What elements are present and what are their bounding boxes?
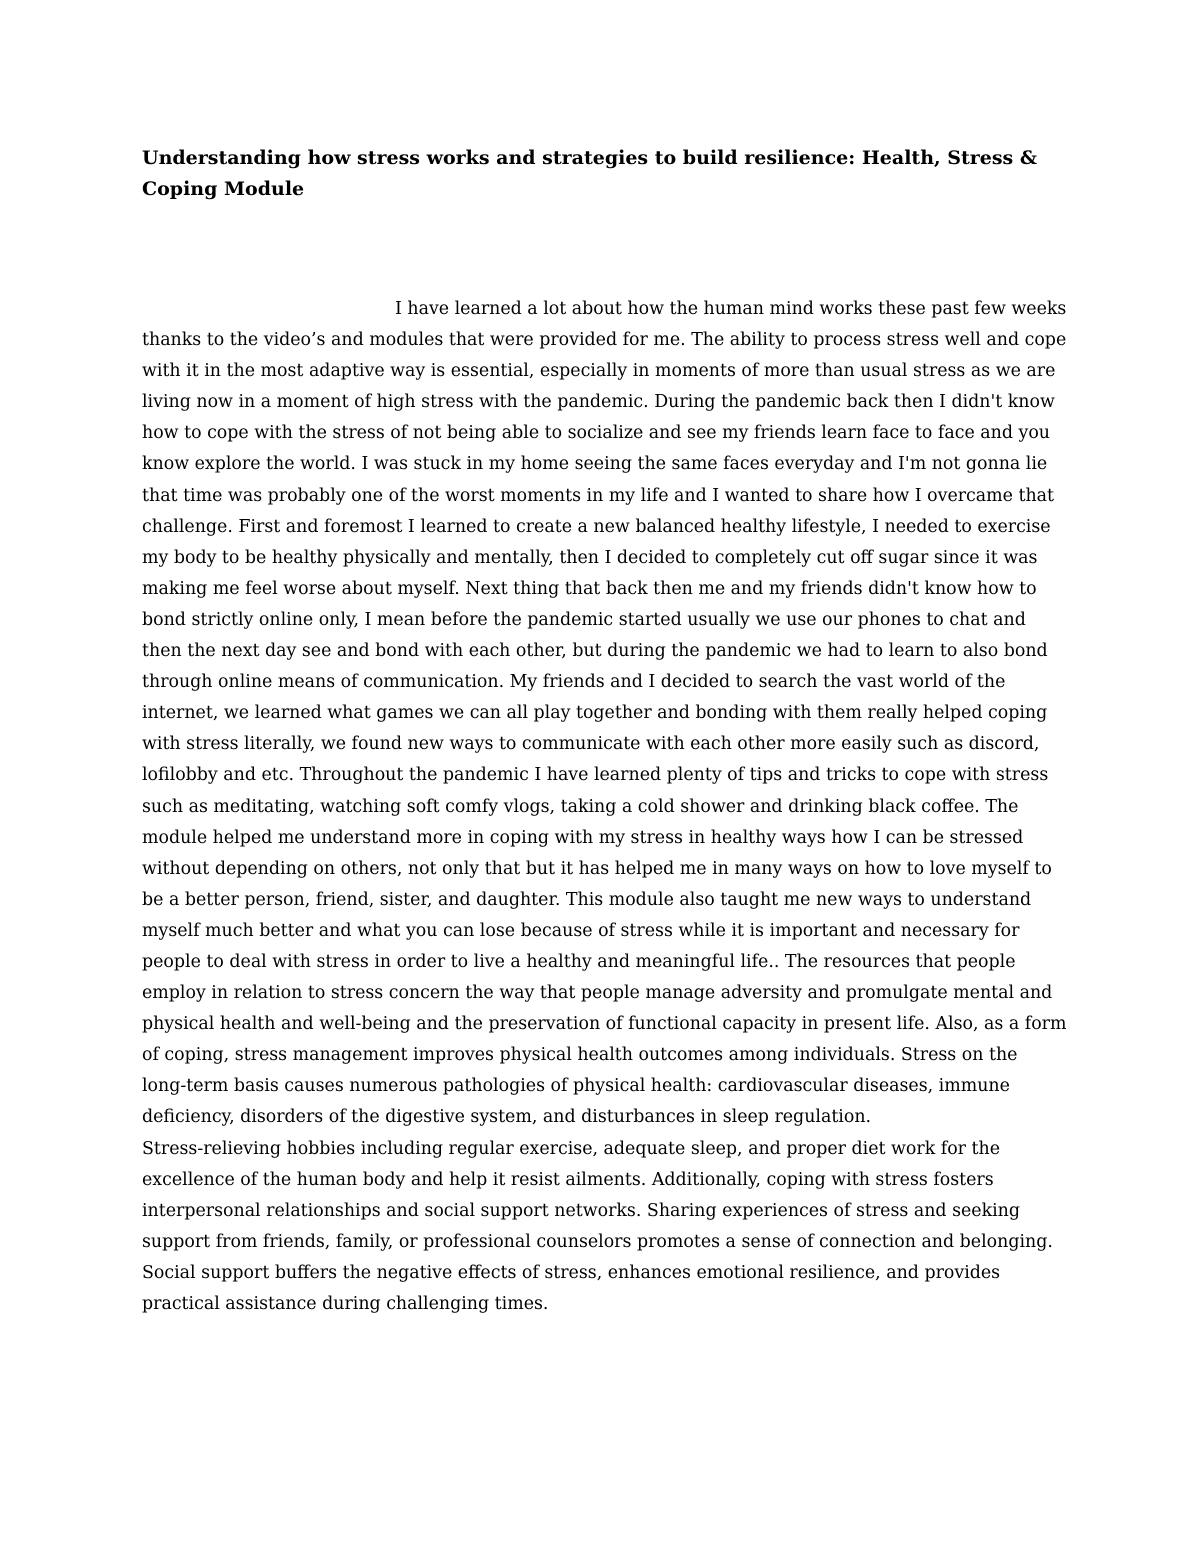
body-paragraph-1: I have learned a lot about how the human mind works these past few weeks thanks to the video’s and modules that were provided for me. The ability to process stress well and cope with it in the most adaptive way is essential, especially in moments of more than usual stress as we are living now in a moment of high stress with the pandemic. During the pandemic back then I didn't know how to cope with the stress of not being able to socialize and see my friends learn face to face and you know explore the world. I was stuck in my home seeing the same faces everyday and I'm not gonna lie that time was probably one of the worst moments in my life and I wanted to share how I overcame that challenge. First and foremost I learned to create a new balanced healthy lifestyle, I needed to exercise my body to be healthy physically and mentally, then I decided to completely cut off sugar since it was making me feel worse about myself. Next thing that back then me and my friends didn't know how to bond strictly online only, I mean before the pandemic started usually we use our phones to chat and then the next day see and bond with each other, but during the pandemic we had to learn to also bond through online means of communication. My friends and I decided to search the vast world of the internet, we learned what games we can all play together and bonding with them really helped coping with stress literally, we found new ways to communicate with each other more easily such as discord, lofilobby and etc. Throughout the pandemic I have learned plenty of tips and tricks to cope with stress such as meditating, watching soft comfy vlogs, taking a cold shower and drinking black coffee. The module helped me understand more in coping with my stress in healthy ways how I can be stressed without depending on others, not only that but it has helped me in many ways on how to love myself to be a better person, friend, sister, and daughter. This module also taught me new ways to understand myself much better and what you can lose because of stress while it is important and necessary for people to deal with stress in order to live a healthy and meaningful life.. The resources that people employ in relation to stress concern the way that people manage adversity and promulgate mental and physical health and well-being and the preservation of functional capacity in present life. Also, as a form of coping, stress management improves physical health outcomes among individuals. Stress on the long-term basis causes numerous pathologies of physical health: cardiovascular diseases, immune deficiency, disorders of the digestive system, and disturbances in sleep regulation. bbox=[142, 299, 1067, 1128]
document-body bbox=[142, 294, 1067, 1320]
document-title: Understanding how stress works and strategies to build resilience: Health, Stress & Coping Module bbox=[142, 147, 1038, 200]
body-paragraph-2: Stress-relieving hobbies including regular exercise, adequate sleep, and proper diet work for the excellence of the human body and help it resist ailments. Additionally, coping with stress fosters interpersonal relationships and social support networks. Sharing experiences of stress and seeking support from friends, family, or professional counselors promotes a sense of connection and belonging. Social support buffers the negative effects of stress, enhances emotional resilience, and provides practical assistance during challenging times. bbox=[142, 1138, 1053, 1314]
